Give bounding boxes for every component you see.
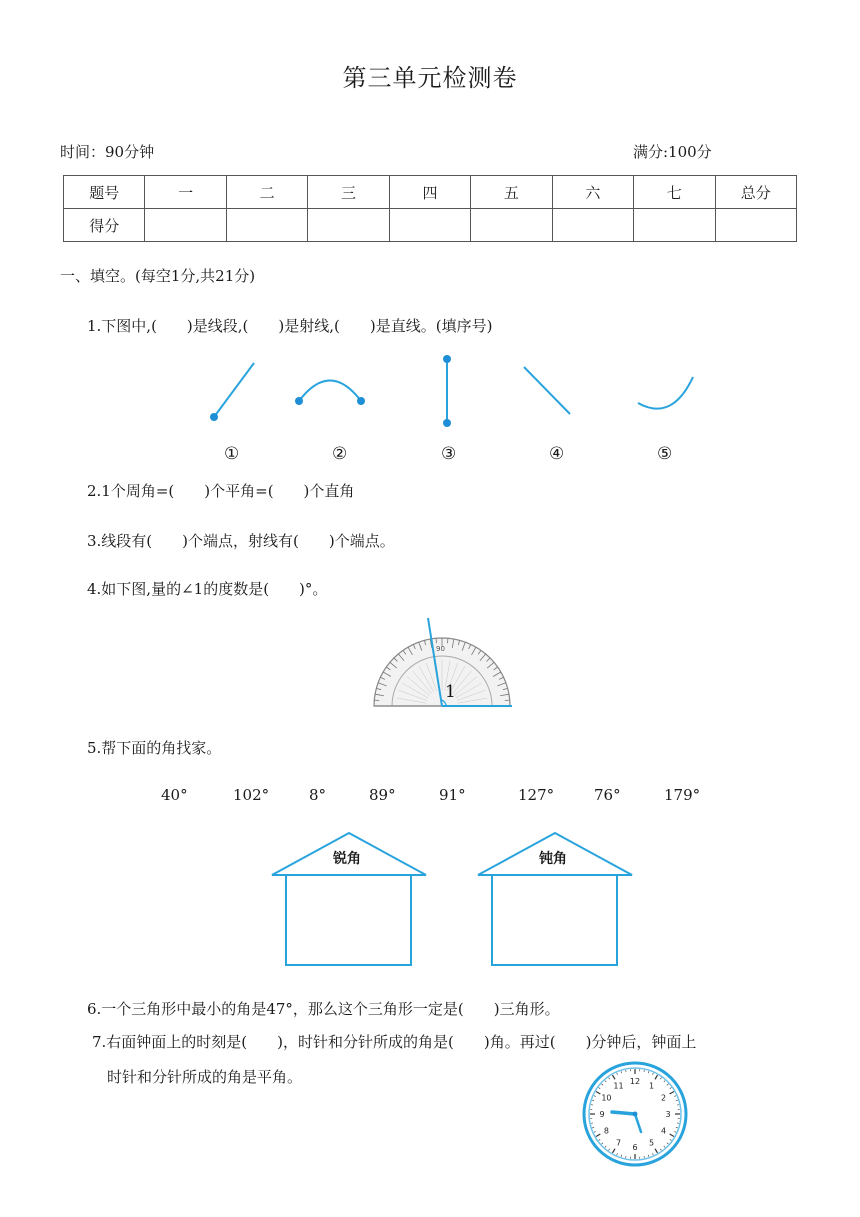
- clock-number: 3: [665, 1110, 671, 1119]
- protractor-90-mark: 90: [436, 645, 445, 653]
- clock-number: 1: [648, 1081, 655, 1091]
- score-table-header-cell: 总分: [715, 176, 797, 209]
- figure-1-ray: [214, 363, 254, 417]
- angle-value: 179°: [664, 786, 701, 804]
- clock-number: 12: [629, 1077, 641, 1086]
- angle-value: 8°: [309, 786, 327, 804]
- clock-number: 11: [613, 1081, 624, 1091]
- clock-number: 7: [615, 1138, 622, 1148]
- figure-label: ②: [332, 444, 348, 464]
- obtuse-house-body[interactable]: [492, 875, 617, 965]
- angle-value: 91°: [439, 786, 466, 804]
- figure-label: ③: [441, 444, 457, 464]
- clock-number: 6: [632, 1143, 638, 1152]
- angle-value: 76°: [594, 786, 621, 804]
- score-table-header-cell: 题号: [64, 176, 145, 209]
- angle-houses: [0, 825, 860, 975]
- question-4: 4.如下图,量的∠1的度数是( )°。: [87, 580, 328, 598]
- clock-number: 9: [599, 1110, 605, 1119]
- clock-number: 8: [603, 1126, 609, 1136]
- angle-value: 89°: [369, 786, 396, 804]
- figure-2-curve: [299, 381, 361, 402]
- score-table-header-cell: 二: [226, 176, 307, 209]
- acute-house-label: 锐角: [333, 851, 361, 867]
- clock-number: 5: [648, 1138, 655, 1148]
- figure-5-curve: [638, 377, 693, 409]
- clock-number: 4: [661, 1126, 667, 1136]
- obtuse-house-label: 钝角: [539, 851, 567, 867]
- clock-center: [633, 1112, 638, 1117]
- angle-value: 102°: [233, 786, 270, 804]
- full-score-label: 满分:100分: [633, 143, 712, 161]
- question-1: 1.下图中,( )是线段,( )是射线,( )是直线。(填序号): [87, 317, 493, 335]
- endpoint-dot: [443, 355, 451, 363]
- question-7-line-1: 7.右面钟面上的时刻是( )，时针和分针所成的角是( )角。再过( )分钟后，钟面上: [92, 1033, 697, 1051]
- question-3: 3.线段有( )个端点，射线有( )个端点。: [87, 532, 395, 550]
- protractor-figure: [370, 618, 515, 714]
- clock-hour-hand: [612, 1112, 635, 1114]
- score-table-header-cell: 六: [552, 176, 633, 209]
- score-table-header-cell: 一: [145, 176, 226, 209]
- score-table-header-cell: 五: [471, 176, 552, 209]
- score-table-row-label: 得分: [64, 209, 145, 242]
- clock-face: [580, 1060, 690, 1168]
- endpoint-dot: [357, 397, 365, 405]
- figure-label: ⑤: [657, 444, 673, 464]
- angle-value: 127°: [518, 786, 555, 804]
- clock-number: 2: [661, 1093, 667, 1103]
- figure-label: ④: [549, 444, 565, 464]
- endpoint-dot: [295, 397, 303, 405]
- question-5: 5.帮下面的角找家。: [87, 739, 222, 757]
- clock-number: 10: [601, 1093, 612, 1103]
- endpoint-dot: [210, 413, 218, 421]
- score-table-header-cell: 四: [389, 176, 470, 209]
- figure-4-line: [524, 367, 570, 414]
- figure-label: ①: [224, 444, 240, 464]
- angle-1-label: 1: [445, 682, 456, 702]
- section-heading: 一、填空。(每空1分,共21分): [60, 267, 256, 285]
- score-table-header-cell: 三: [308, 176, 389, 209]
- q1-line-figures: [0, 0, 860, 470]
- endpoint-dot: [443, 419, 451, 427]
- question-6: 6.一个三角形中最小的角是47°，那么这个三角形一定是( )三角形。: [87, 1000, 560, 1018]
- question-7-line-2: 时针和分针所成的角是平角。: [107, 1068, 303, 1086]
- time-label: 时间：90分钟: [60, 143, 155, 161]
- page-title: 第三单元检测卷: [342, 64, 518, 92]
- score-table-header-cell: 七: [634, 176, 715, 209]
- angle-value: 40°: [161, 786, 188, 804]
- question-2: 2.1个周角=( )个平角=( )个直角: [87, 482, 355, 500]
- acute-house-body[interactable]: [286, 875, 411, 965]
